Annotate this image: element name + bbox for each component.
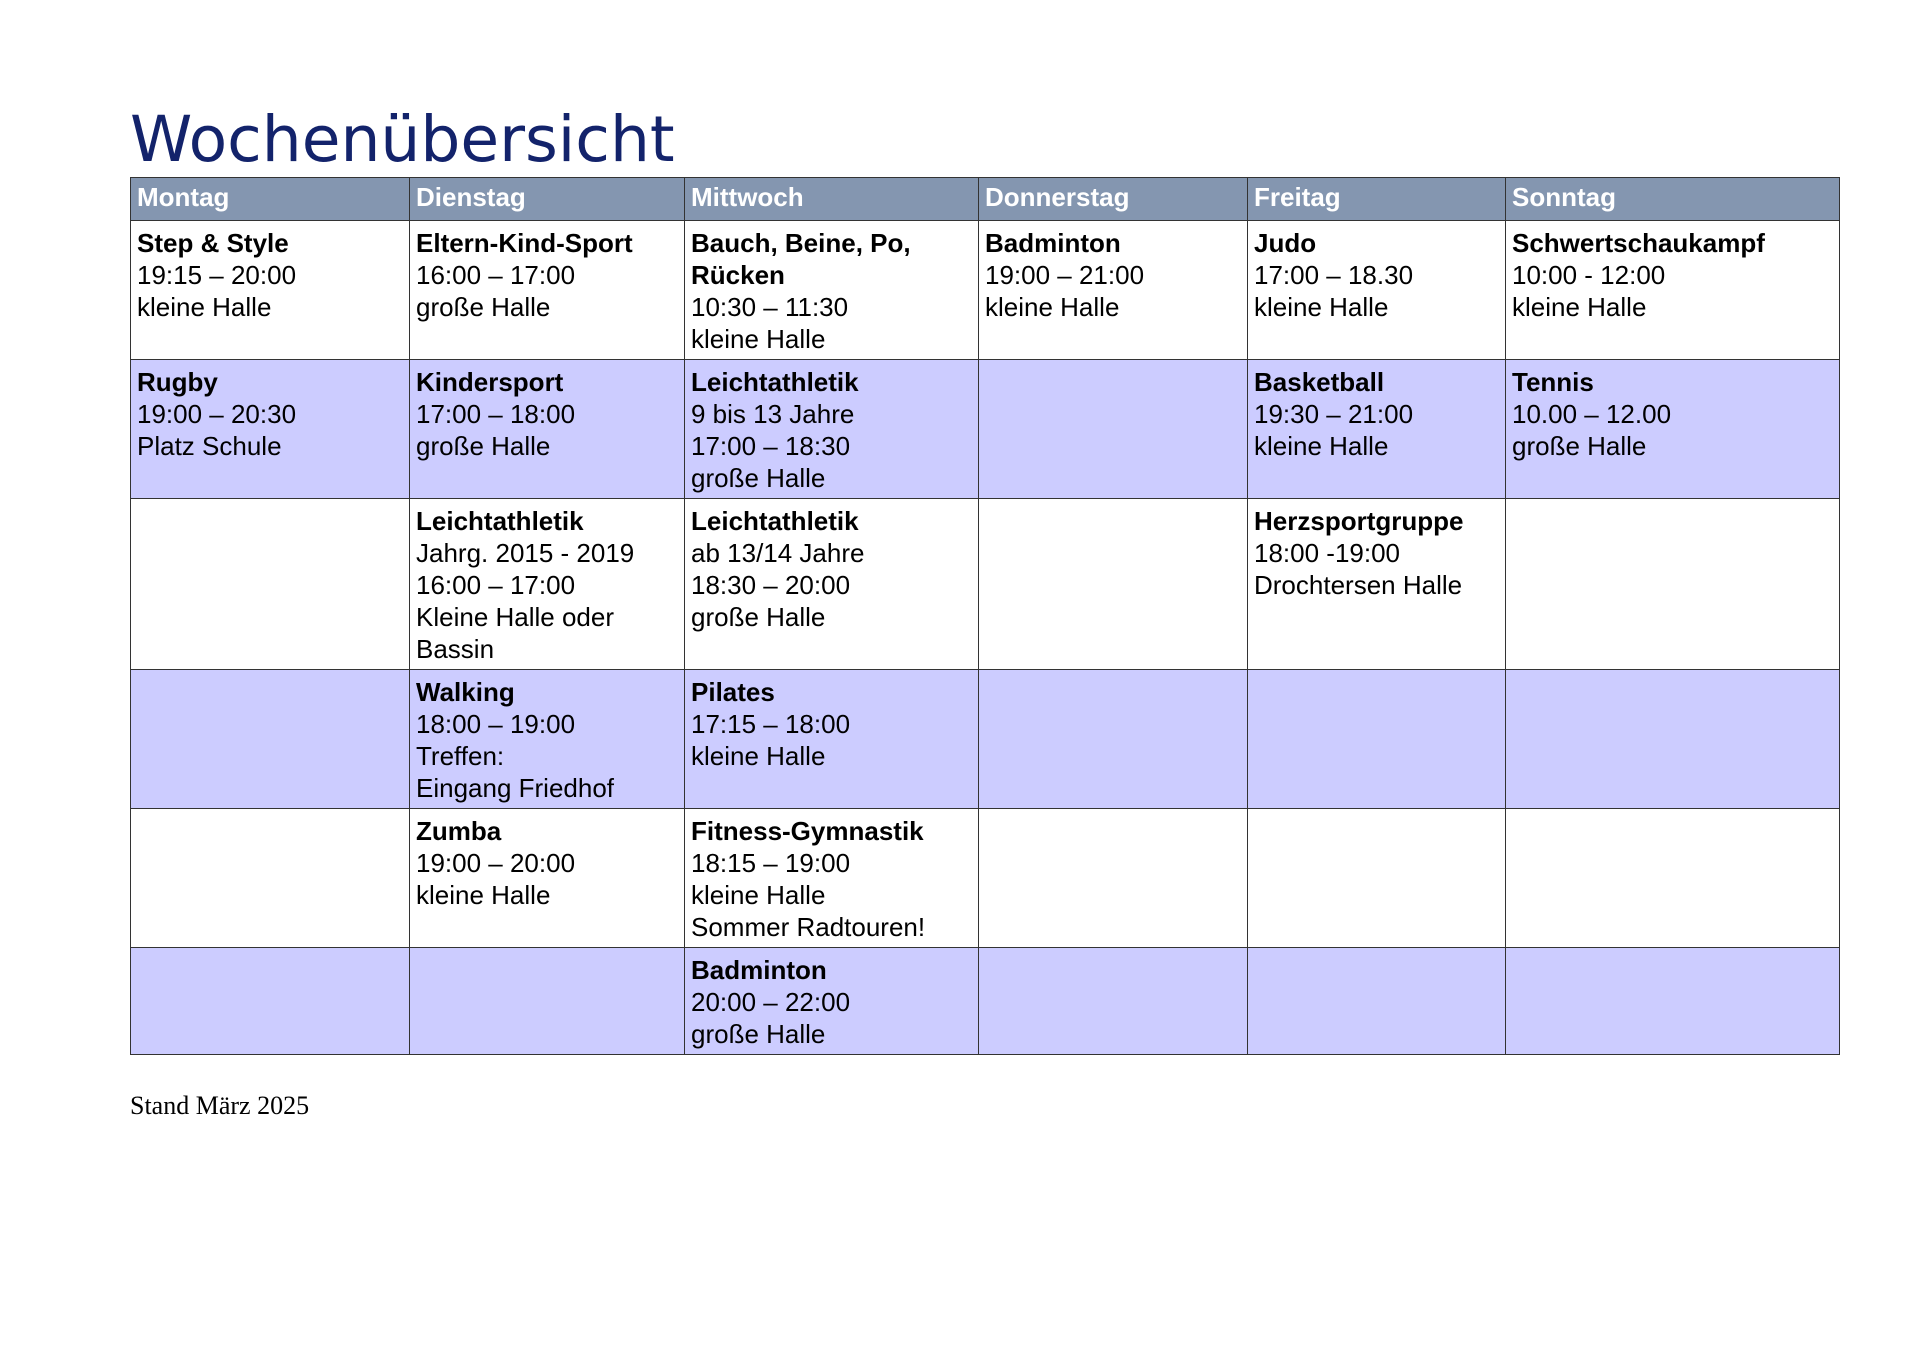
activity-detail: große Halle	[691, 602, 826, 632]
schedule-row	[131, 360, 1840, 499]
schedule-cell	[131, 221, 410, 360]
activity-name: Walking	[416, 677, 515, 707]
activity-detail: große Halle	[691, 1019, 826, 1049]
empty-cell	[131, 948, 410, 1055]
activity-name: Bauch, Beine, Po, Rücken	[691, 228, 911, 290]
activity-detail: 18:15 – 19:00	[691, 848, 851, 878]
activity-name: Zumba	[416, 816, 502, 846]
activity-detail: kleine Halle	[691, 741, 826, 771]
activity-detail: 10.00 – 12.00	[1512, 399, 1672, 429]
activity-name: Basketball	[1254, 367, 1385, 397]
empty-cell	[979, 499, 1248, 670]
activity-detail: Platz Schule	[137, 431, 282, 461]
empty-cell	[410, 948, 685, 1055]
schedule-row	[131, 221, 1840, 360]
activity-detail: 19:15 – 20:00	[137, 260, 297, 290]
activity-name: Fitness-Gymnastik	[691, 816, 924, 846]
empty-cell	[1506, 499, 1840, 670]
activity-name: Schwertschaukampf	[1512, 228, 1765, 258]
activity-detail: 16:00 – 17:00	[416, 260, 576, 290]
empty-cell	[131, 809, 410, 948]
activity-detail: kleine Halle	[691, 880, 826, 910]
activity-detail: 18:00 -19:00	[1254, 538, 1401, 568]
activity-name: Rugby	[137, 367, 218, 397]
activity-detail: 10:30 – 11:30	[691, 292, 849, 322]
schedule-cell	[131, 360, 410, 499]
activity-detail: 9 bis 13 Jahre	[691, 399, 855, 429]
activity-detail: 19:00 – 20:00	[416, 848, 576, 878]
activity-detail: große Halle	[1512, 431, 1647, 461]
empty-cell	[979, 948, 1248, 1055]
schedule-cell	[410, 809, 685, 948]
empty-cell	[1248, 948, 1506, 1055]
empty-cell	[979, 809, 1248, 948]
activity-detail: große Halle	[416, 431, 551, 461]
activity-detail: 18:00 – 19:00	[416, 709, 576, 739]
day-header-dienstag: Dienstag	[410, 178, 685, 221]
activity-detail: große Halle	[416, 292, 551, 322]
activity-name: Eltern-Kind-Sport	[416, 228, 633, 258]
activity-detail: 17:00 – 18:30	[691, 431, 851, 461]
activity-detail: kleine Halle	[1254, 431, 1389, 461]
day-header-sonntag: Sonntag	[1506, 178, 1840, 221]
schedule-row	[131, 809, 1840, 948]
activity-detail: Jahrg. 2015 - 2019	[416, 538, 635, 568]
schedule-body	[131, 221, 1840, 1055]
activity-name: Leichtathletik	[691, 367, 859, 397]
schedule-cell	[1248, 499, 1506, 670]
schedule-cell	[1506, 360, 1840, 499]
empty-cell	[1506, 948, 1840, 1055]
activity-detail: 17:00 – 18.30	[1254, 260, 1414, 290]
empty-cell	[1248, 670, 1506, 809]
schedule-cell	[410, 360, 685, 499]
schedule-cell	[685, 360, 979, 499]
activity-detail: Kleine Halle oder Bassin	[416, 602, 615, 664]
header-row	[131, 178, 1840, 221]
page-title: Wochenübersicht	[130, 103, 675, 176]
empty-cell	[1506, 809, 1840, 948]
activity-detail: kleine Halle	[1512, 292, 1647, 322]
schedule-cell	[410, 499, 685, 670]
activity-detail: 17:15 – 18:00	[691, 709, 851, 739]
activity-detail: 19:00 – 20:30	[137, 399, 297, 429]
schedule-row	[131, 499, 1840, 670]
activity-detail: kleine Halle	[985, 292, 1120, 322]
activity-name: Herzsportgruppe	[1254, 506, 1464, 536]
activity-name: Badminton	[691, 955, 827, 985]
activity-detail: 18:30 – 20:00	[691, 570, 851, 600]
activity-detail: Eingang Friedhof	[416, 773, 615, 803]
empty-cell	[1506, 670, 1840, 809]
schedule-cell	[1248, 221, 1506, 360]
activity-name: Leichtathletik	[691, 506, 859, 536]
schedule-cell	[1506, 221, 1840, 360]
schedule-cell	[685, 221, 979, 360]
footer-note: Stand März 2025	[130, 1091, 310, 1120]
activity-detail: kleine Halle	[1254, 292, 1389, 322]
empty-cell	[131, 670, 410, 809]
activity-name: Leichtathletik	[416, 506, 584, 536]
activity-detail: kleine Halle	[691, 324, 826, 354]
activity-detail: Sommer Radtouren!	[691, 912, 926, 942]
schedule-cell	[685, 809, 979, 948]
empty-cell	[979, 670, 1248, 809]
schedule-cell	[979, 221, 1248, 360]
schedule-cell	[1248, 360, 1506, 499]
weekly-schedule-table	[130, 177, 1840, 1055]
schedule-row	[131, 670, 1840, 809]
schedule-cell	[685, 499, 979, 670]
activity-detail: 17:00 – 18:00	[416, 399, 576, 429]
empty-cell	[131, 499, 410, 670]
activity-detail: 10:00 - 12:00	[1512, 260, 1666, 290]
activity-name: Judo	[1254, 228, 1317, 258]
day-header-montag: Montag	[131, 178, 410, 221]
empty-cell	[979, 360, 1248, 499]
day-header-mittwoch: Mittwoch	[685, 178, 979, 221]
activity-name: Kindersport	[416, 367, 564, 397]
empty-cell	[1248, 809, 1506, 948]
schedule-cell	[685, 670, 979, 809]
day-header-freitag: Freitag	[1248, 178, 1506, 221]
activity-detail: 20:00 – 22:00	[691, 987, 851, 1017]
activity-detail: kleine Halle	[416, 880, 551, 910]
activity-detail: Treffen:	[416, 741, 505, 771]
activity-name: Pilates	[691, 677, 775, 707]
activity-detail: Drochtersen Halle	[1254, 570, 1463, 600]
day-header-donnerstag: Donnerstag	[979, 178, 1248, 221]
activity-name: Badminton	[985, 228, 1121, 258]
schedule-cell	[685, 948, 979, 1055]
activity-detail: 19:00 – 21:00	[985, 260, 1145, 290]
activity-name: Tennis	[1512, 367, 1594, 397]
activity-detail: ab 13/14 Jahre	[691, 538, 865, 568]
activity-detail: 19:30 – 21:00	[1254, 399, 1414, 429]
activity-detail: große Halle	[691, 463, 826, 493]
activity-detail: kleine Halle	[137, 292, 272, 322]
activity-detail: 16:00 – 17:00	[416, 570, 576, 600]
schedule-row	[131, 948, 1840, 1055]
activity-name: Step & Style	[137, 228, 289, 258]
schedule-cell	[410, 221, 685, 360]
schedule-cell	[410, 670, 685, 809]
